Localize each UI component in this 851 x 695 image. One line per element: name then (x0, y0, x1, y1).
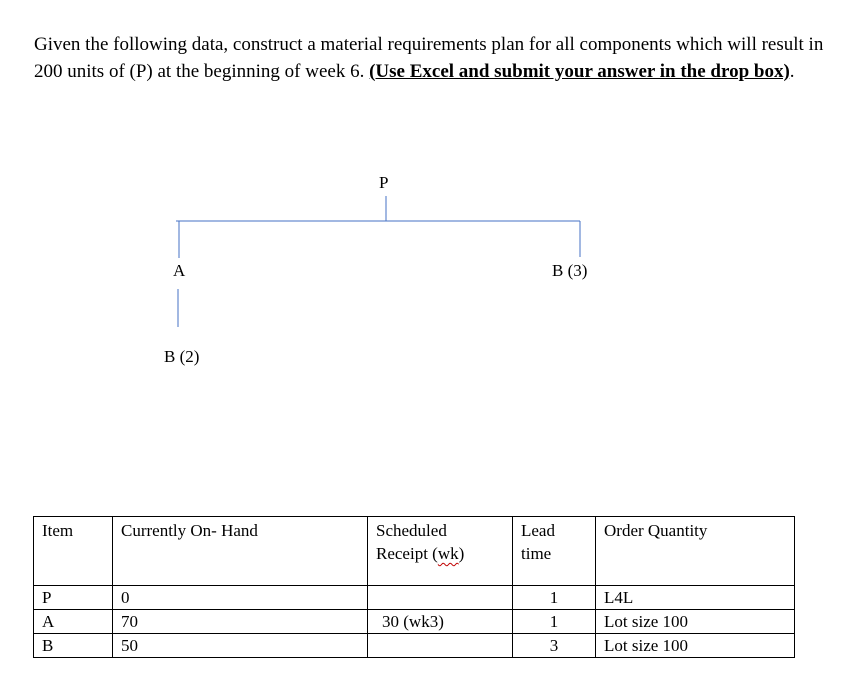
tree-node-p: P (379, 173, 389, 192)
header-on-hand: Currently On- Hand (113, 517, 368, 586)
cell-scheduled (368, 634, 513, 658)
tree-node-a: A (173, 261, 186, 280)
header-lead-time (513, 517, 596, 586)
header-order-quantity: Order Quantity (596, 517, 795, 586)
cell-on-hand: 0 (113, 586, 368, 610)
table-row (34, 586, 795, 610)
table-row (34, 610, 795, 634)
cell-order: Lot size 100 (596, 610, 795, 634)
header-scheduled-line2-post: ) (458, 544, 465, 563)
tree-node-b3: B (3) (552, 261, 588, 280)
cell-lead: 1 (513, 610, 596, 634)
header-lead-line1: Lead (521, 521, 555, 540)
question-instruction: (Use Excel and submit your answer in the drop box) (369, 60, 790, 82)
header-lead-line2: time (521, 544, 552, 563)
cell-scheduled: 30 (wk3) (368, 610, 513, 634)
header-scheduled-receipt (368, 517, 513, 586)
cell-item: B (34, 634, 113, 658)
cell-lead: 1 (513, 586, 596, 610)
cell-item: A (34, 610, 113, 634)
cell-lead: 3 (513, 634, 596, 658)
table-header-row (34, 517, 795, 586)
table-row (34, 634, 795, 658)
tree-node-b2: B (2) (164, 347, 200, 366)
cell-order: Lot size 100 (596, 634, 795, 658)
cell-order: L4L (596, 586, 795, 610)
inventory-table (33, 516, 795, 658)
cell-item: P (34, 586, 113, 610)
cell-on-hand: 70 (113, 610, 368, 634)
header-item: Item (34, 517, 113, 586)
header-scheduled-line2-pre: Receipt ( (376, 544, 438, 563)
question-intro: Given the following data, construct a material requirements plan for all components which will result in 200 units of (P) at the beginning of week 6. (34, 34, 824, 82)
header-scheduled-line1: Scheduled (376, 521, 447, 540)
header-scheduled-line2-word: wk (437, 544, 459, 563)
question-end: . (789, 60, 795, 82)
cell-scheduled (368, 586, 513, 610)
cell-on-hand: 50 (113, 634, 368, 658)
